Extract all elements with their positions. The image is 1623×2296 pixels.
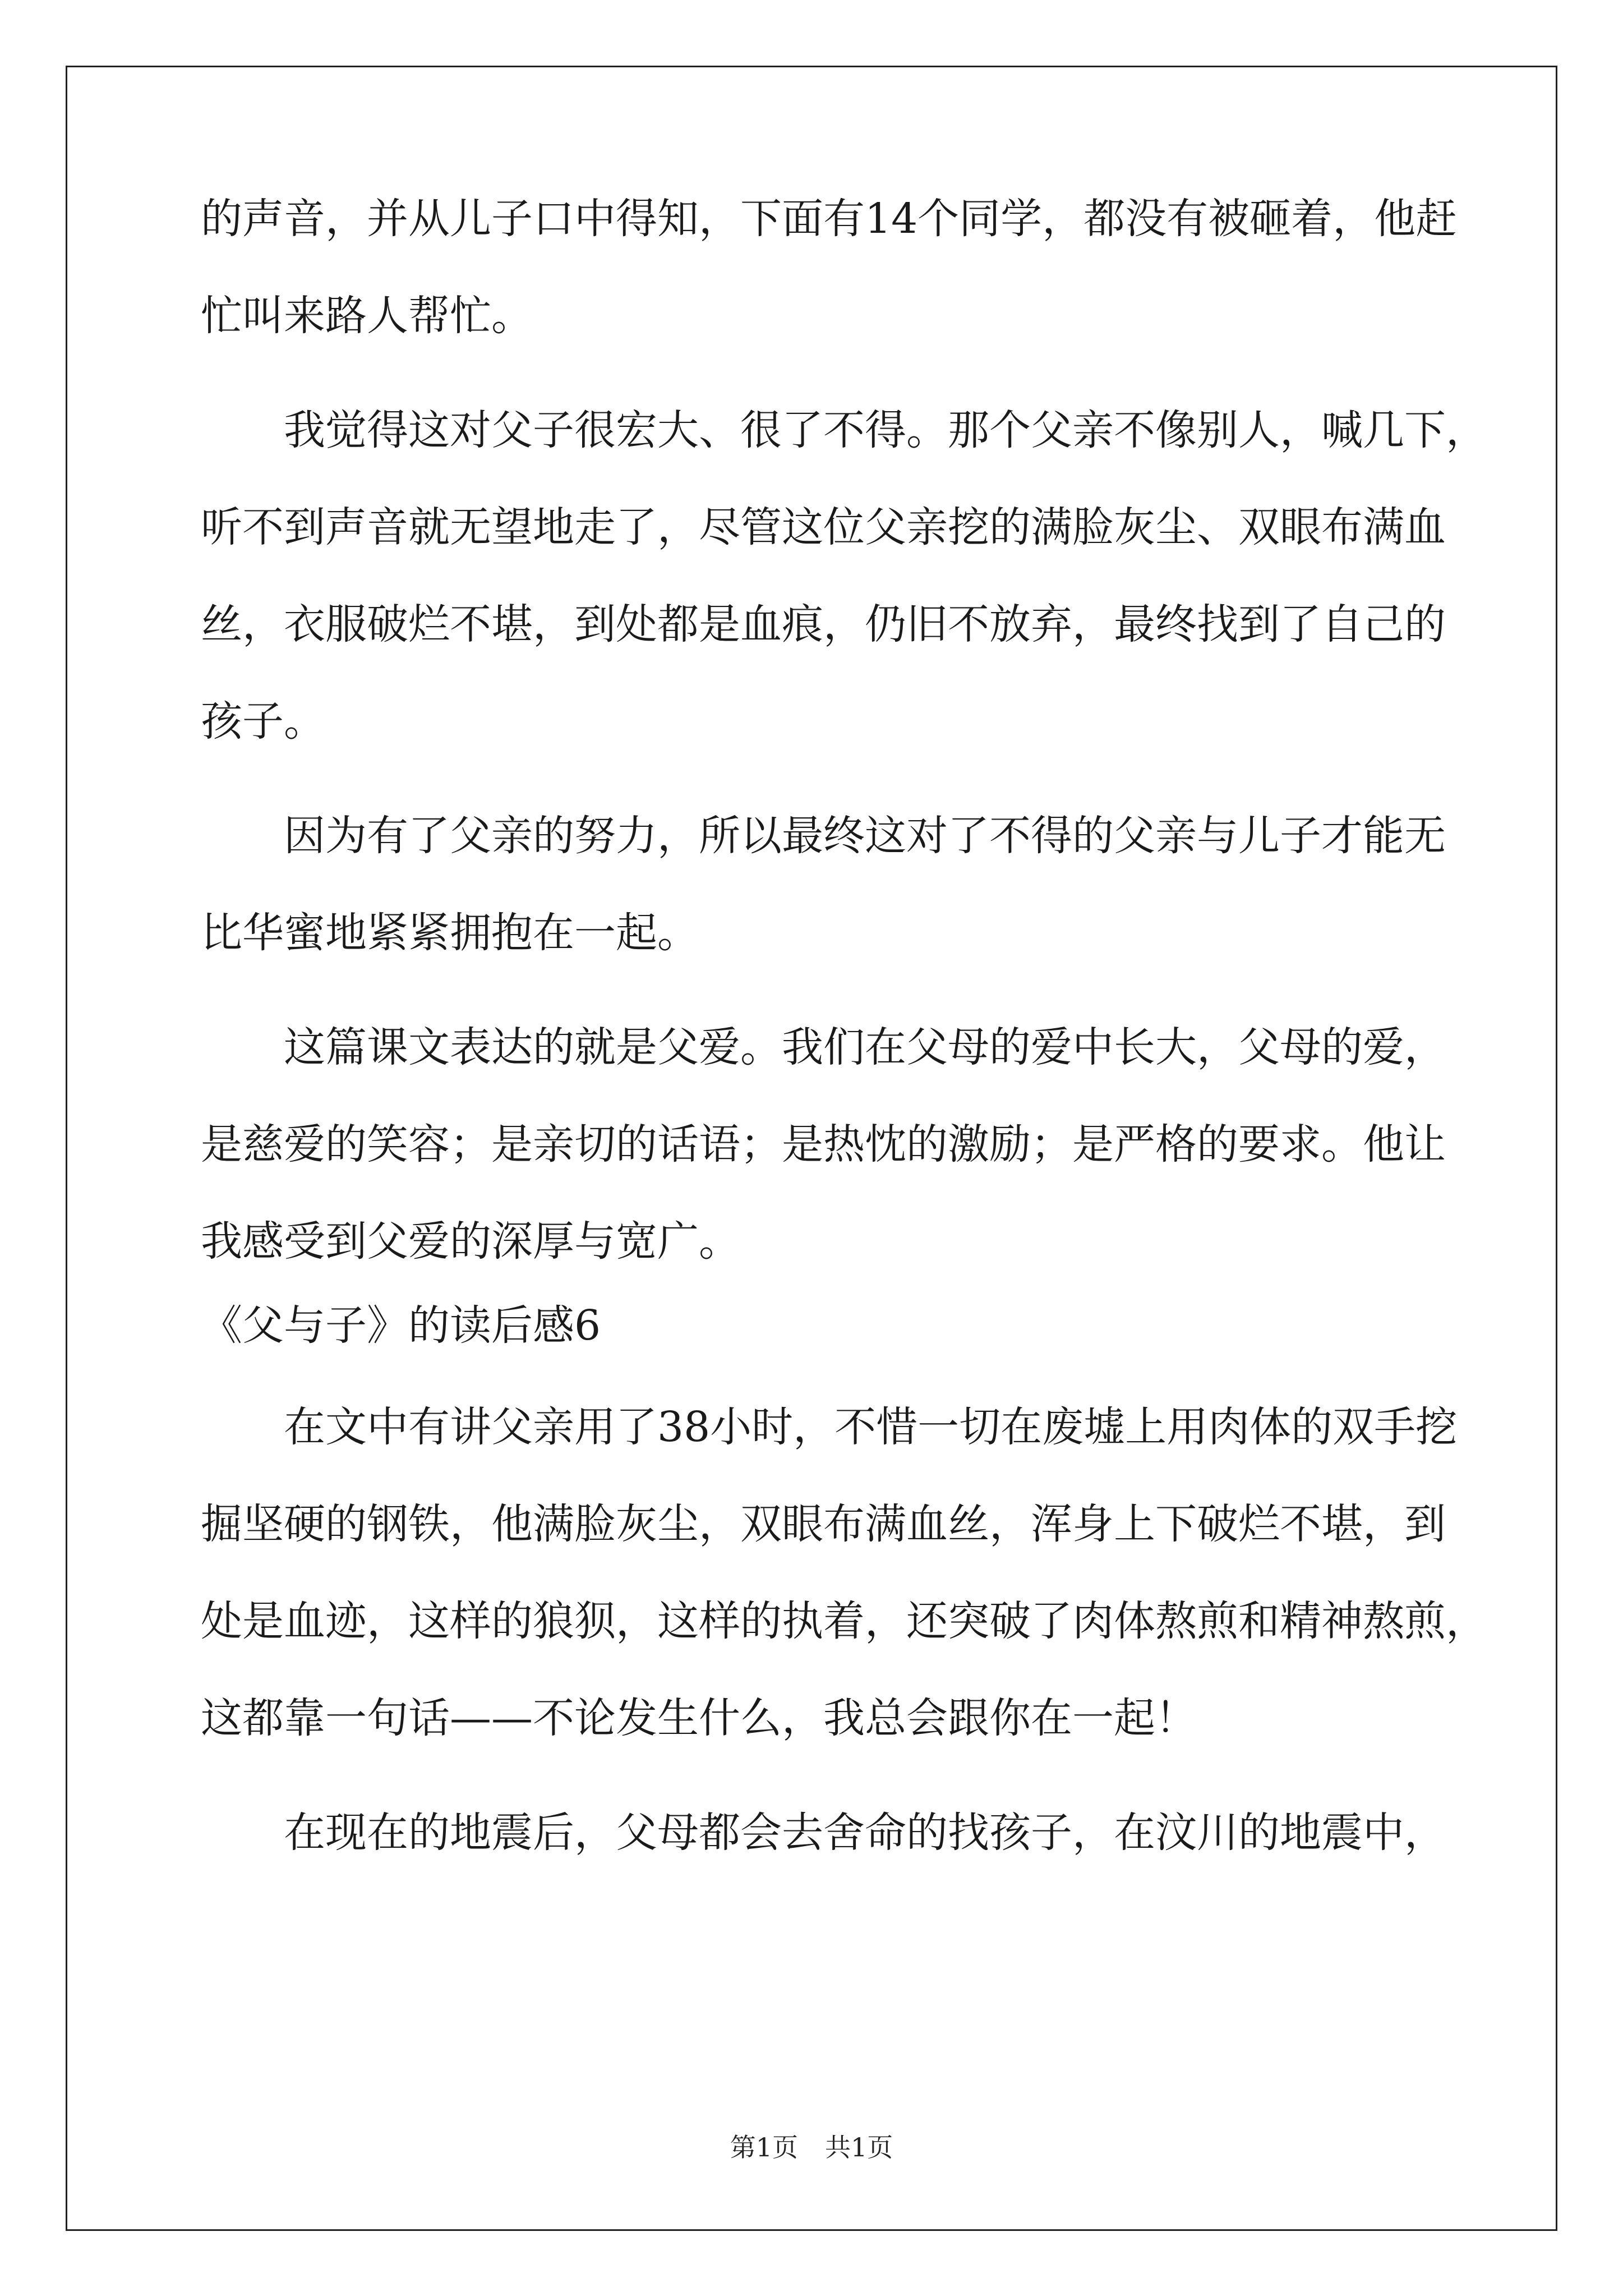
text-line: 听不到声音就无望地走了，尽管这位父亲挖的满脸灰尘、双眼布满血	[201, 503, 1446, 551]
section-heading: 《父与子》的读后感6	[201, 1301, 601, 1350]
text-line: 我觉得这对父子很宏大、很了不得。那个父亲不像别人，喊几下，	[201, 406, 1487, 454]
page-number-total: 共1页	[825, 2132, 893, 2162]
text-line: 处是血迹，这样的狼狈，这样的执着，还突破了肉体熬煎和精神熬煎，	[201, 1597, 1487, 1645]
page-number-current: 第1页	[730, 2132, 798, 2162]
text-line: 因为有了父亲的努力，所以最终这对了不得的父亲与儿子才能无	[201, 812, 1446, 860]
text-line: 忙叫来路人帮忙。	[201, 292, 533, 340]
page-footer	[0, 2131, 1623, 2164]
text-line: 在文中有讲父亲用了38小时，不惜一切在废墟上用肉体的双手挖	[201, 1403, 1458, 1451]
text-line: 这都靠一句话——不论发生什么，我总会跟你在一起！	[201, 1694, 1197, 1742]
text-line: 比华蜜地紧紧拥抱在一起。	[201, 909, 699, 957]
text-line: 这篇课文表达的就是父爱。我们在父母的爱中长大，父母的爱，	[201, 1023, 1446, 1071]
text-line: 的声音，并从儿子口中得知，下面有14个同学，都没有被砸着，他赶	[201, 195, 1458, 243]
text-line: 在现在的地震后，父母都会去舍命的找孩子，在汶川的地震中，	[201, 1809, 1446, 1857]
text-line: 我感受到父爱的深厚与宽广。	[201, 1217, 740, 1266]
text-line: 掘坚硬的钢铁，他满脸灰尘，双眼布满血丝，浑身上下破烂不堪，到	[201, 1500, 1446, 1548]
text-line: 孩子。	[201, 697, 325, 746]
text-line: 是慈爱的笑容；是亲切的话语；是热忱的激励；是严格的要求。他让	[201, 1120, 1446, 1168]
text-line: 丝，衣服破烂不堪，到处都是血痕，仍旧不放弃，最终找到了自己的	[201, 600, 1446, 648]
